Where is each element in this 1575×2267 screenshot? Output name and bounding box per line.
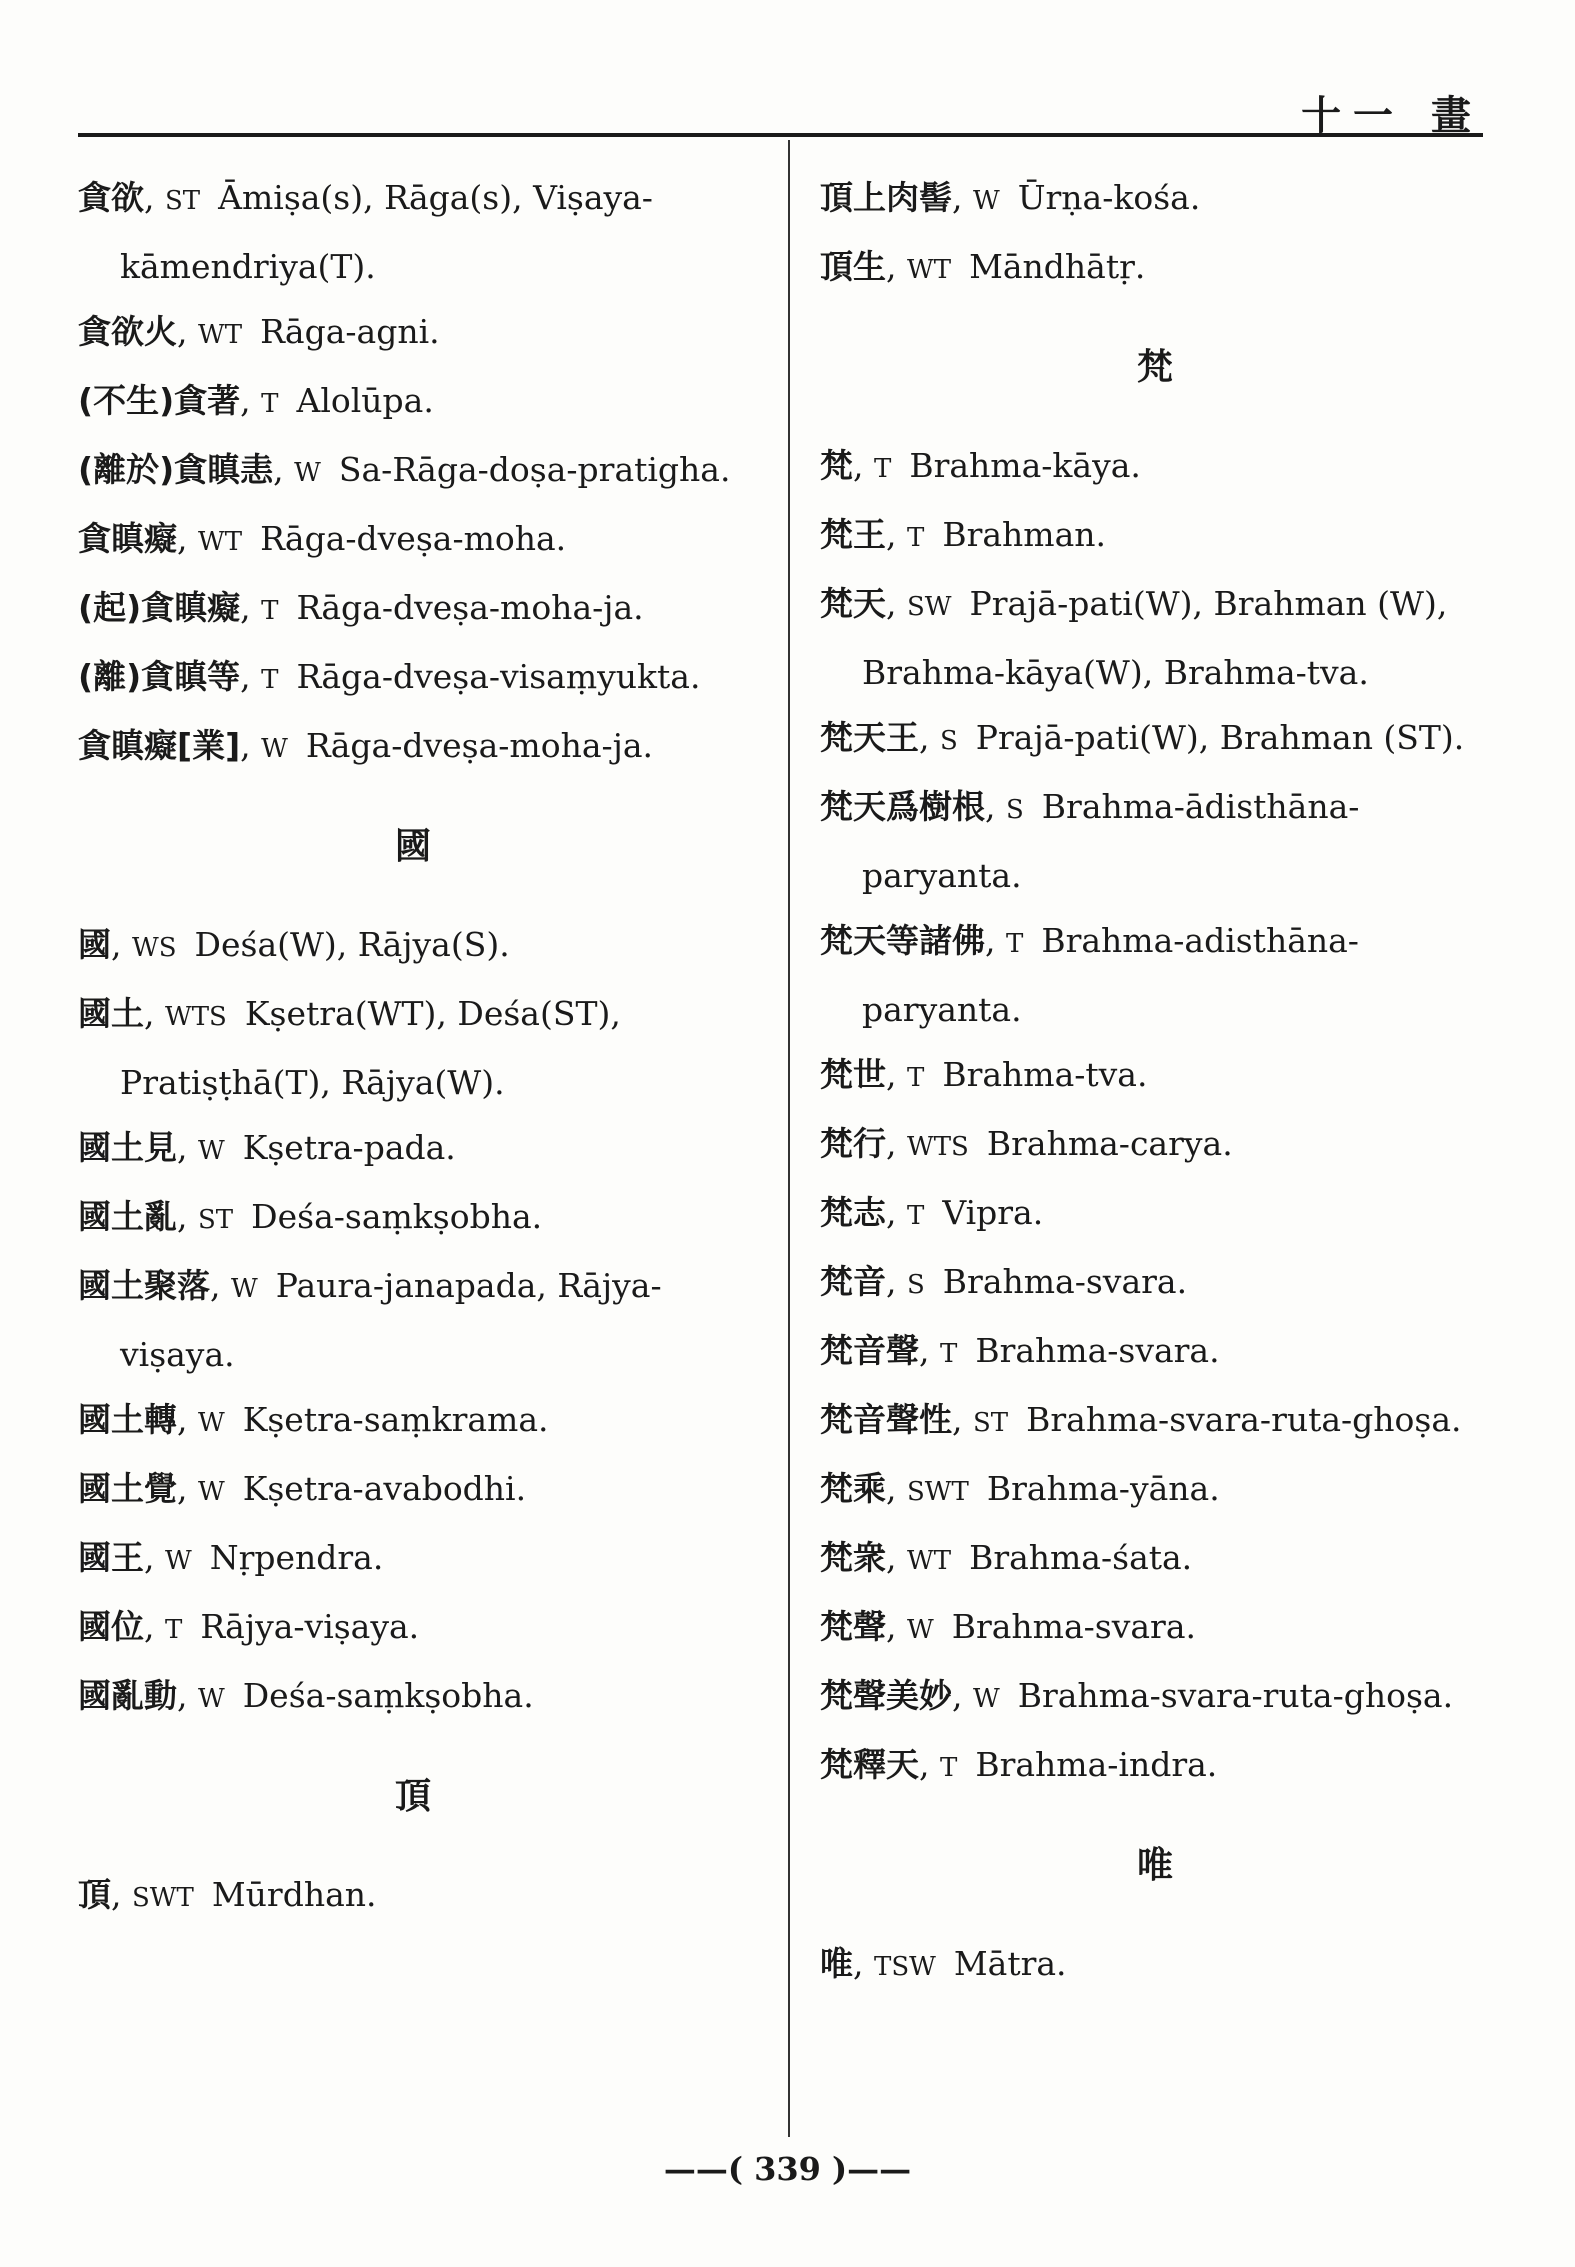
- entry-source: T: [873, 454, 892, 484]
- entry-source: WTS: [906, 1132, 969, 1162]
- entry-source: W: [972, 1684, 1000, 1714]
- entry-term: 梵音: [820, 1262, 886, 1301]
- entry-sanskrit: Nṛpendra.: [209, 1538, 384, 1577]
- entry-term: 國土亂: [78, 1197, 177, 1236]
- entry-sanskrit: Vipra.: [942, 1193, 1044, 1232]
- entry-source: W: [294, 458, 321, 488]
- entry-sanskrit: Kṣetra-pada.: [242, 1128, 456, 1167]
- section-heading: 國: [394, 826, 431, 867]
- entry-sanskrit: Brahman.: [942, 515, 1106, 554]
- dictionary-entry: 貪欲, ST Āmiṣa(s), Rāga(s), Viṣaya-kāmendriya(T).: [78, 178, 653, 286]
- entry-source: W: [230, 1274, 258, 1304]
- dictionary-entry: 梵音聲性, ST Brahma-svara-ruta-ghoṣa.: [820, 1400, 1462, 1439]
- entry-source: W: [197, 1408, 225, 1438]
- entry-source: WT: [197, 527, 243, 557]
- entry-source: W: [197, 1684, 225, 1714]
- entry-term: 貪欲: [78, 178, 144, 217]
- entry-term: (起)貪瞋癡: [78, 588, 241, 627]
- dictionary-entry: 梵釋天, T Brahma-indra.: [820, 1745, 1218, 1784]
- dictionary-entry: 頂上肉髻, W Ūrṇa-kośa.: [820, 178, 1201, 217]
- entry-source: WT: [906, 1546, 952, 1576]
- entry-source: T: [261, 389, 279, 419]
- right-column: [820, 165, 1490, 2000]
- entry-sanskrit: Paura-janapada, Rājya-viṣaya.: [120, 1266, 662, 1374]
- section-heading: 梵: [1136, 347, 1173, 388]
- entry-term: 梵王: [820, 515, 886, 554]
- entry-source: W: [164, 1546, 192, 1576]
- section-heading: 頂: [394, 1776, 431, 1817]
- entry-source: ST: [972, 1408, 1009, 1438]
- entry-term: 頂生: [820, 247, 886, 286]
- entry-sanskrit: Deśa(W), Rājya(S).: [194, 925, 510, 964]
- entry-term: 梵聲美妙: [820, 1676, 952, 1715]
- dictionary-entry: (離於)貪瞋恚, W Sa-Rāga-doṣa-pratigha.: [78, 450, 731, 489]
- entry-term: 梵釋天: [820, 1745, 919, 1784]
- entry-term: (離)貪瞋等: [78, 657, 241, 696]
- dictionary-entry: 國土, WTS Kṣetra(WT), Deśa(ST), Pratiṣṭhā(T), Rājya(W).: [78, 994, 621, 1102]
- entry-source: T: [939, 1753, 958, 1783]
- entry-source: T: [906, 523, 925, 553]
- column-divider: [788, 140, 790, 2137]
- entry-term: 國土見: [78, 1128, 177, 1167]
- entry-sanskrit: Rāga-dveṣa-moha.: [260, 519, 567, 558]
- dictionary-entry: 國土覺, W Kṣetra-avabodhi.: [78, 1469, 527, 1508]
- entry-term: 梵行: [820, 1124, 886, 1163]
- entry-term: 梵天等諸佛: [820, 921, 985, 960]
- dictionary-entry: 梵天爲樹根, S Brahma-ādisthāna-paryanta.: [820, 787, 1360, 895]
- entry-source: S: [939, 726, 958, 756]
- entry-sanskrit: Kṣetra-avabodhi.: [242, 1469, 527, 1508]
- entry-sanskrit: Brahma-tva.: [942, 1055, 1148, 1094]
- dictionary-entry: 梵行, WTS Brahma-carya.: [820, 1124, 1233, 1163]
- entry-source: W: [261, 734, 288, 764]
- entry-source: WT: [197, 320, 243, 350]
- entry-sanskrit: Ūrṇa-kośa.: [1017, 178, 1201, 217]
- dictionary-entry: 梵音, S Brahma-svara.: [820, 1262, 1188, 1301]
- dictionary-entry: 國亂動, W Deśa-saṃkṣobha.: [78, 1676, 534, 1715]
- left-column: [78, 165, 748, 1931]
- dictionary-entry: 貪欲火, WT Rāga-agni.: [78, 312, 440, 351]
- page-number: ——( 339 )——: [663, 2150, 912, 2188]
- entry-sanskrit: Sa-Rāga-doṣa-pratigha.: [338, 450, 731, 489]
- entry-sanskrit: Brahma-carya.: [986, 1124, 1233, 1163]
- entry-sanskrit: Brahma-indra.: [975, 1745, 1218, 1784]
- entry-sanskrit: Rāga-agni.: [260, 312, 440, 351]
- dictionary-entry: 國, WS Deśa(W), Rājya(S).: [78, 925, 510, 964]
- entry-term: 頂: [78, 1875, 111, 1914]
- entry-source: TSW: [873, 1952, 936, 1982]
- entry-source: T: [906, 1201, 925, 1231]
- dictionary-entry: 唯, TSW Mātra.: [820, 1944, 1067, 1983]
- entry-source: WS: [131, 933, 177, 963]
- entry-sanskrit: Deśa-saṃkṣobha.: [251, 1197, 543, 1236]
- entry-source: W: [906, 1615, 934, 1645]
- dictionary-entry: 梵王, T Brahman.: [820, 515, 1106, 554]
- dictionary-entry: 貪瞋癡, WT Rāga-dveṣa-moha.: [78, 519, 567, 558]
- dictionary-entry: 國土聚落, W Paura-janapada, Rājya-viṣaya.: [78, 1266, 662, 1374]
- entry-term: 梵衆: [820, 1538, 886, 1577]
- entry-source: ST: [164, 186, 201, 216]
- dictionary-entry: 國位, T Rājya-viṣaya.: [78, 1607, 420, 1646]
- entry-sanskrit: Rājya-viṣaya.: [200, 1607, 420, 1646]
- entry-sanskrit: Āmiṣa(s), Rāga(s), Viṣaya-kāmendriya(T).: [120, 178, 653, 286]
- entry-source: ST: [197, 1205, 234, 1235]
- entry-term: 貪欲火: [78, 312, 177, 351]
- entry-source: W: [972, 186, 1000, 216]
- dictionary-entry: 梵志, T Vipra.: [820, 1193, 1044, 1232]
- entry-term: (離於)貪瞋恚: [78, 450, 274, 489]
- header-rule: [78, 133, 1483, 137]
- dictionary-entry: 梵乘, SWT Brahma-yāna.: [820, 1469, 1220, 1508]
- entry-sanskrit: Mūrdhan.: [211, 1875, 377, 1914]
- entry-sanskrit: Rāga-dveṣa-moha-ja.: [305, 726, 654, 765]
- entry-source: T: [261, 665, 279, 695]
- entry-sanskrit: Mātra.: [953, 1944, 1067, 1983]
- dictionary-entry: 梵衆, WT Brahma-śata.: [820, 1538, 1193, 1577]
- entry-term: 梵天爲樹根: [820, 787, 985, 826]
- entry-term: 國土聚落: [78, 1266, 210, 1305]
- entry-source: W: [197, 1477, 225, 1507]
- entry-source: S: [906, 1270, 925, 1300]
- entry-sanskrit: Brahma-svara-ruta-ghoṣa.: [1017, 1676, 1454, 1715]
- entry-sanskrit: Kṣetra(WT), Deśa(ST), Pratiṣṭhā(T), Rājya(W).: [120, 994, 621, 1102]
- entry-term: 梵世: [820, 1055, 886, 1094]
- entry-term: 國位: [78, 1607, 144, 1646]
- entry-term: 頂上肉髻: [820, 178, 952, 217]
- dictionary-entry: 梵天王, S Prajā-pati(W), Brahman (ST).: [820, 718, 1465, 757]
- entry-term: 國土覺: [78, 1469, 177, 1508]
- entry-term: 國亂動: [78, 1676, 177, 1715]
- entry-sanskrit: Brahma-svara.: [951, 1607, 1196, 1646]
- entry-term: 梵音聲性: [820, 1400, 952, 1439]
- entry-sanskrit: Brahma-yāna.: [986, 1469, 1220, 1508]
- dictionary-entry: 國土轉, W Kṣetra-saṃkrama.: [78, 1400, 549, 1439]
- entry-source: S: [1005, 795, 1024, 825]
- entry-term: 梵天: [820, 584, 886, 623]
- entry-sanskrit: Kṣetra-saṃkrama.: [242, 1400, 549, 1439]
- dictionary-entry: 頂生, WT Māndhātṛ.: [820, 247, 1146, 286]
- entry-source: T: [939, 1339, 958, 1369]
- entry-term: 貪瞋癡[業]: [78, 726, 241, 765]
- entry-sanskrit: Brahma-kāya.: [909, 446, 1141, 485]
- entry-sanskrit: Brahma-svara.: [942, 1262, 1188, 1301]
- dictionary-entry: 梵世, T Brahma-tva.: [820, 1055, 1148, 1094]
- entry-sanskrit: Brahma-adisthāna-paryanta.: [862, 921, 1359, 1029]
- entry-sanskrit: Brahma-svara.: [975, 1331, 1220, 1370]
- dictionary-entry: 梵, T Brahma-kāya.: [820, 446, 1141, 485]
- entry-term: 國土: [78, 994, 144, 1033]
- entry-sanskrit: Brahma-ādisthāna-paryanta.: [862, 787, 1360, 895]
- dictionary-entry: 國王, W Nṛpendra.: [78, 1538, 384, 1577]
- dictionary-entry: 梵天等諸佛, T Brahma-adisthāna-paryanta.: [820, 921, 1359, 1029]
- entry-source: SWT: [131, 1883, 194, 1913]
- dictionary-entry: 國土見, W Kṣetra-pada.: [78, 1128, 456, 1167]
- entry-term: 梵志: [820, 1193, 886, 1232]
- dictionary-entry: (離)貪瞋等, T Rāga-dveṣa-visaṃyukta.: [78, 657, 701, 696]
- entry-source: W: [197, 1136, 225, 1166]
- entry-source: WT: [906, 255, 952, 285]
- entry-term: 國土轉: [78, 1400, 177, 1439]
- dictionary-entry: 國土亂, ST Deśa-saṃkṣobha.: [78, 1197, 543, 1236]
- section-heading: 唯: [1136, 1845, 1173, 1886]
- entry-term: 梵乘: [820, 1469, 886, 1508]
- dictionary-entry: 貪瞋癡[業], W Rāga-dveṣa-moha-ja.: [78, 726, 654, 765]
- entry-source: T: [906, 1063, 925, 1093]
- entry-sanskrit: Alolūpa.: [296, 381, 434, 420]
- dictionary-entry: 梵音聲, T Brahma-svara.: [820, 1331, 1220, 1370]
- dictionary-entry: (不生)貪著, T Alolūpa.: [78, 381, 434, 420]
- page-header: 十一 畫: [1301, 92, 1483, 139]
- entry-source: SW: [906, 592, 952, 622]
- entry-sanskrit: Deśa-saṃkṣobha.: [242, 1676, 534, 1715]
- entry-sanskrit: Prajā-pati(W), Brahman (W), Brahma-kāya(W), Brahma-tva.: [862, 584, 1448, 692]
- dictionary-entry: (起)貪瞋癡, T Rāga-dveṣa-moha-ja.: [78, 588, 644, 627]
- entry-sanskrit: Rāga-dveṣa-visaṃyukta.: [296, 657, 701, 696]
- entry-term: 梵聲: [820, 1607, 886, 1646]
- entry-term: 貪瞋癡: [78, 519, 177, 558]
- entry-term: 唯: [820, 1944, 853, 1983]
- entry-source: T: [261, 596, 279, 626]
- entry-sanskrit: Brahma-śata.: [969, 1538, 1193, 1577]
- entry-sanskrit: Prajā-pati(W), Brahman (ST).: [975, 718, 1465, 757]
- dictionary-entry: 頂, SWT Mūrdhan.: [78, 1875, 377, 1914]
- entry-sanskrit: Brahma-svara-ruta-ghoṣa.: [1026, 1400, 1462, 1439]
- entry-term: 梵: [820, 446, 853, 485]
- entry-sanskrit: Māndhātṛ.: [969, 247, 1146, 286]
- dictionary-entry: 梵聲, W Brahma-svara.: [820, 1607, 1196, 1646]
- entry-source: SWT: [906, 1477, 969, 1507]
- entry-term: 國王: [78, 1538, 144, 1577]
- entry-term: 梵音聲: [820, 1331, 919, 1370]
- entry-source: T: [1005, 929, 1024, 959]
- dictionary-entry: 梵天, SW Prajā-pati(W), Brahman (W), Brahma-kāya(W), Brahma-tva.: [820, 584, 1448, 692]
- entry-term: 梵天王: [820, 718, 919, 757]
- entry-term: 國: [78, 925, 111, 964]
- entry-source: T: [164, 1615, 183, 1645]
- entry-term: (不生)貪著: [78, 381, 241, 420]
- entry-sanskrit: Rāga-dveṣa-moha-ja.: [296, 588, 644, 627]
- entry-source: WTS: [164, 1002, 227, 1032]
- dictionary-entry: 梵聲美妙, W Brahma-svara-ruta-ghoṣa.: [820, 1676, 1454, 1715]
